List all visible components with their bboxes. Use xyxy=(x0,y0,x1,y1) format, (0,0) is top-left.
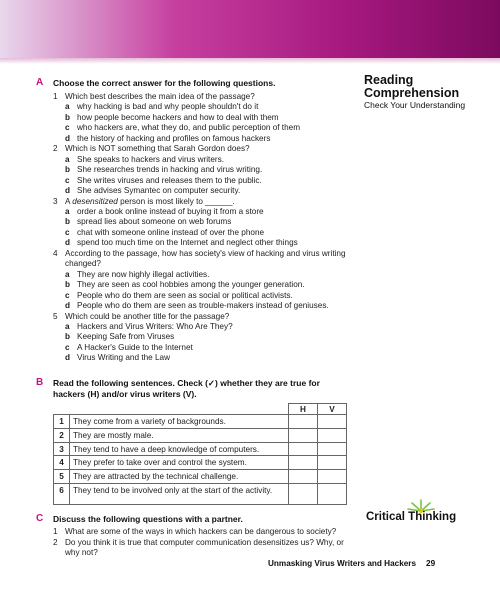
emphasized-word: desensitized xyxy=(72,196,118,206)
chapter-title: Unmasking Virus Writers and Hackers xyxy=(268,559,417,568)
column-header-h: H xyxy=(289,404,318,415)
true-false-table xyxy=(53,403,347,505)
table-row: 6 They tend to be involved only at the start of the activity. xyxy=(54,483,347,504)
table-row: 3 They tend to have a deep knowledge of computers. xyxy=(54,442,347,456)
section-heading: Reading Comprehension xyxy=(364,73,460,100)
section-a-letter: A xyxy=(36,77,44,88)
table-row: 1 They come from a variety of backgrounds. xyxy=(54,415,347,429)
question: 1 Which best describes the main idea of the passage? xyxy=(53,92,255,101)
answer-option[interactable]: a order a book online instead of buying it from a store xyxy=(65,206,264,216)
check-cell-h[interactable] xyxy=(289,483,318,504)
question: 5 Which could be another title for the passage? xyxy=(53,311,230,321)
answer-option[interactable]: b She researches trends in hacking and virus writing. xyxy=(65,165,263,175)
section-c-questions xyxy=(53,527,353,559)
answer-option[interactable]: d She advises Symantec on computer security. xyxy=(65,186,241,196)
check-cell-v[interactable] xyxy=(318,442,347,456)
answer-option[interactable]: d Virus Writing and the Law xyxy=(65,353,170,363)
column-header-v: V xyxy=(318,404,347,415)
check-cell-v[interactable] xyxy=(318,483,347,504)
answer-option[interactable]: a She speaks to hackers and virus writers. xyxy=(65,154,224,164)
question-text: Which could be another title for the passage? xyxy=(65,311,230,321)
discussion-question: 2 Do you think it is true that computer communication desensitizes us? Why, or why not? xyxy=(53,537,344,557)
critical-thinking-heading: Critical Thinking xyxy=(366,511,457,523)
check-cell-v[interactable] xyxy=(318,428,347,442)
question-text: A desensitized person is most likely to ______. xyxy=(65,196,235,206)
section-a-instruction: Choose the correct answer for the following questions. xyxy=(53,78,276,88)
answer-option[interactable]: b They are seen as cool hobbies among the younger generation. xyxy=(65,280,305,290)
page-number: 29 xyxy=(426,559,436,568)
answer-option[interactable]: b Keeping Safe from Viruses xyxy=(65,332,175,342)
table-row: 5 They are attracted by the technical challenge. xyxy=(54,470,347,484)
section-a-questions xyxy=(53,92,353,364)
question-text: Which is NOT something that Sarah Gordon does? xyxy=(65,144,250,154)
check-cell-h[interactable] xyxy=(289,428,318,442)
answer-option[interactable]: d the history of hacking and profiles on famous hackers xyxy=(65,133,271,143)
table-header-row xyxy=(54,404,347,415)
answer-option[interactable]: a They are now highly illegal activities. xyxy=(65,269,210,279)
check-cell-v[interactable] xyxy=(318,456,347,470)
question: 4 According to the passage, how has society's view of hacking and virus writing changed? xyxy=(53,248,346,269)
check-cell-h[interactable] xyxy=(289,442,318,456)
check-cell-v[interactable] xyxy=(318,470,347,484)
check-cell-v[interactable] xyxy=(318,415,347,429)
section-b-instruction: Read the following sentences. Check (✓) whether they are true for hackers (H) and/or virus writers (V). xyxy=(53,378,320,399)
answer-option[interactable]: d spend too much time on the Internet and neglect other things xyxy=(65,238,298,248)
answer-option[interactable]: c who hackers are, what they do, and public perception of them xyxy=(65,123,301,133)
answer-option[interactable]: c A Hacker's Guide to the Internet xyxy=(65,342,193,352)
answer-option[interactable]: a Hackers and Virus Writers: Who Are They? xyxy=(65,321,233,331)
question-text: According to the passage, how has society's view of hacking and virus writing changed? xyxy=(65,248,346,269)
check-cell-h[interactable] xyxy=(289,415,318,429)
check-cell-h[interactable] xyxy=(289,456,318,470)
section-c-letter: C xyxy=(36,513,44,524)
page-footer xyxy=(268,559,435,568)
table-row: 2 They are mostly male. xyxy=(54,428,347,442)
question-text: Which best describes the main idea of the passage? xyxy=(65,92,255,101)
answer-option[interactable]: b how people become hackers and how to deal with them xyxy=(65,112,279,122)
check-cell-h[interactable] xyxy=(289,470,318,484)
answer-option[interactable]: c People who do them are seen as social or political activists. xyxy=(65,290,293,300)
question: 2 Which is NOT something that Sarah Gordon does? xyxy=(53,144,250,154)
answer-option[interactable]: a why hacking is bad and why people shouldn't do it xyxy=(65,102,259,112)
answer-option[interactable]: b spread lies about someone on web forums xyxy=(65,217,232,227)
answer-option[interactable]: c She writes viruses and releases them to the public. xyxy=(65,175,262,185)
section-subheading: Check Your Understanding xyxy=(364,100,466,110)
answer-option[interactable]: c chat with someone online instead of over the phone xyxy=(65,227,265,237)
table-row: 4 They prefer to take over and control the system. xyxy=(54,456,347,470)
discussion-question: 1 What are some of the ways in which hackers can be dangerous to society? xyxy=(53,527,337,536)
answer-option[interactable]: d People who do them are seen as trouble-makers instead of geniuses. xyxy=(65,301,329,311)
question: 3 A desensitized person is most likely to ______. xyxy=(53,196,235,206)
section-c-instruction: Discuss the following questions with a partner. xyxy=(53,514,243,524)
section-b-letter: B xyxy=(36,377,44,388)
